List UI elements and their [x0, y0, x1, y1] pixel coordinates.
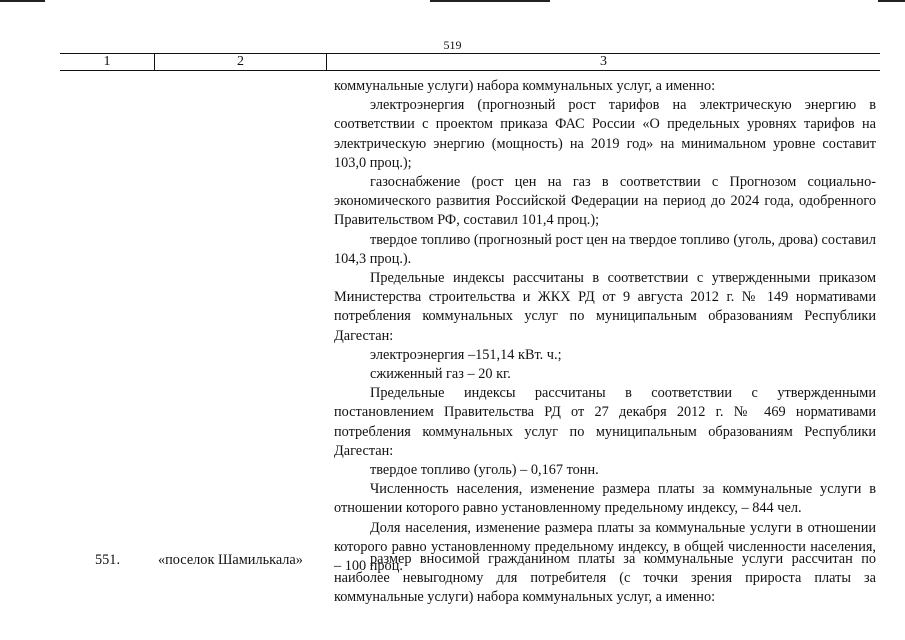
scan-edge-mark-left: [0, 0, 45, 2]
row-number: 551.: [95, 552, 121, 568]
scan-edge-mark-right: [878, 0, 905, 2]
column-header-2: 2: [237, 54, 244, 69]
paragraph: Предельные индексы рассчитаны в соответствии с утвержденными приказом Министерства строительства и ЖКХ РД от 9 августа 2012 г. № 149 нормативами потребления коммунальных услуг по муниципальным образованиям Республики Дагестан:: [334, 270, 876, 344]
paragraph: твердое топливо (уголь) – 0,167 тонн.: [370, 462, 599, 479]
header-bottom-rule: [60, 70, 880, 71]
paragraph: сжиженный газ – 20 кг.: [370, 366, 511, 383]
row-551-description: [334, 550, 876, 608]
paragraph: Доля населения, изменение размера платы за коммунальные услуги в отношении которого равно установленному предельному индексу, в общей численности населения, – 100 проц.: [334, 519, 876, 575]
paragraph: электроэнергия (прогнозный рост тарифов на электрическую энергию в соответствии с проектом приказа ФАС России «О предельных уровнях тарифов на электрическую энергию (мощность) на 2019 год» на минимальном уровне составит 103,0 проц.);: [334, 97, 876, 171]
scan-edge-mark-center: [430, 0, 550, 2]
paragraph: Предельные индексы рассчитаны в соответствии с утвержденными постановлением Правительства РД от 27 декабря 2012 г. № 469 нормативами потребления коммунальных услуг по муниципальным образованиям Республики Дагестан:: [334, 385, 876, 459]
column-header-3: 3: [600, 54, 607, 69]
paragraph: газоснабжение (рост цен на газ в соответствии с Прогнозом социально-экономического развития Российской Федерации на период до 2024 года, одобренного Правительством РФ, составил 101,4 проц.);: [334, 174, 876, 229]
settlement-name: «поселок Шамилькала»: [158, 552, 303, 568]
paragraph: твердое топливо (прогнозный рост цен на твердое топливо (уголь, дрова) составил 104,3 проц.).: [334, 231, 876, 267]
page-number: 519: [443, 38, 462, 52]
paragraph: электроэнергия –151,14 кВт. ч.;: [370, 346, 562, 363]
row-550-description: [334, 77, 876, 576]
paragraph: размер вносимой гражданином платы за коммунальные услуги рассчитан по наиболее невыгодному для потребителя (с точки зрения прироста платы за коммунальные услуги) набора коммунальных услуг, а именно:: [334, 551, 876, 606]
paragraph: коммунальные услуги) набора коммунальных услуг, а именно:: [334, 78, 716, 94]
column-header-1: 1: [103, 54, 111, 69]
paragraph: Численность населения, изменение размера платы за коммунальные услуги в отношении которого равно установленному предельному индексу, – 844 чел.: [334, 481, 876, 517]
